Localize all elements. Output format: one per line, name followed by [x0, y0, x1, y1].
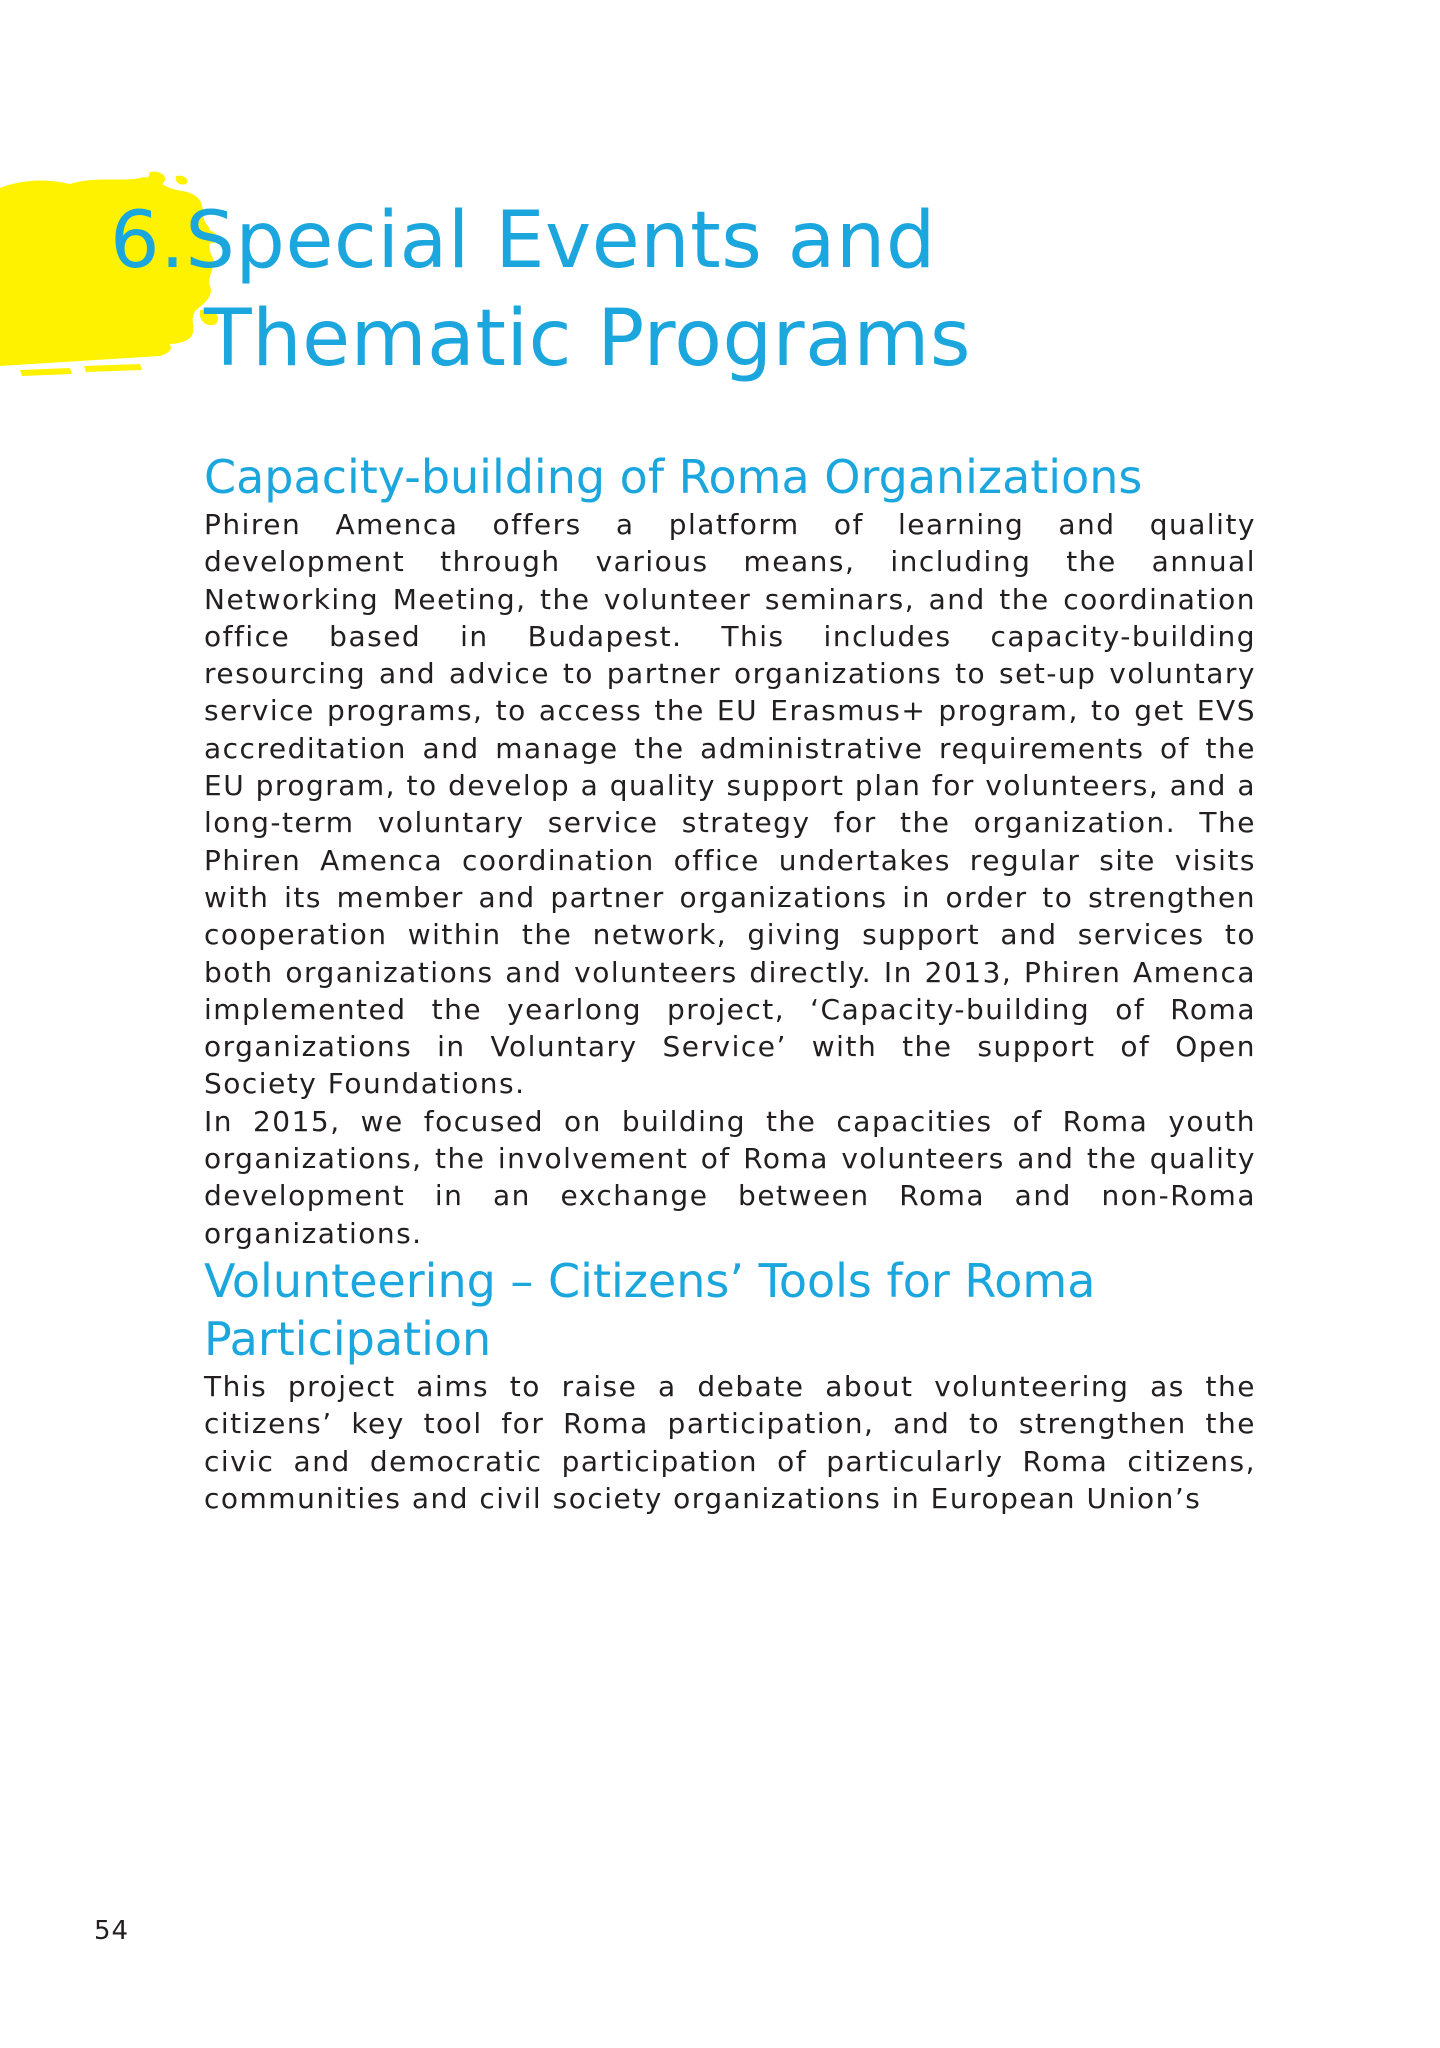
chapter-title — [110, 192, 971, 388]
paragraph: Phiren Amenca offers a platform of learning and quality development through various means, including the annual Networking Meeting, the volunteer seminars, and the coordination office based in Budapest. This includes capacity-building resourcing and advice to partner organizations to set-up voluntary service programs, to access the EU Erasmus+ program, to get EVS accreditation and manage the administrative requirements of the EU program, to develop a quality support plan for volunteers, and a long-term voluntary service strategy for the organization. The Phiren Amenca coordination office undertakes regular site visits with its member and partner organizations in order to strengthen cooperation within the network, giving support and services to both organizations and volunteers directly. In 2013, Phiren Amenca implemented the yearlong project, ‘Capacity-building of Roma organizations in Voluntary Service’ with the support of Open Society Foundations. — [204, 508, 1256, 1101]
section-title-volunteering: Volunteering – Citizens’ Tools for Roma Participation — [204, 1253, 1096, 1366]
chapter-title-line2: Thematic Programs — [204, 294, 972, 384]
paragraph: This project aims to raise a debate about volunteering as the citizens’ key tool for Roma participation, and to strengthen the civic and democratic participation of particularly Roma citizens, communities and civil society organizations in European Union’s — [204, 1369, 1256, 1515]
paragraph: In 2015, we focused on building the capacities of Roma youth organizations, the involvement of Roma volunteers and the quality development in an exchange between Roma and non-Roma organizations. — [204, 1104, 1256, 1250]
section-title-capacity-building: Capacity-building of Roma Organizations — [204, 450, 1143, 504]
chapter-number: 6. — [110, 196, 186, 286]
chapter-title-line1: Special Events and — [185, 196, 936, 286]
page-content — [204, 448, 1256, 1517]
page-number: 54 — [94, 1916, 130, 1946]
